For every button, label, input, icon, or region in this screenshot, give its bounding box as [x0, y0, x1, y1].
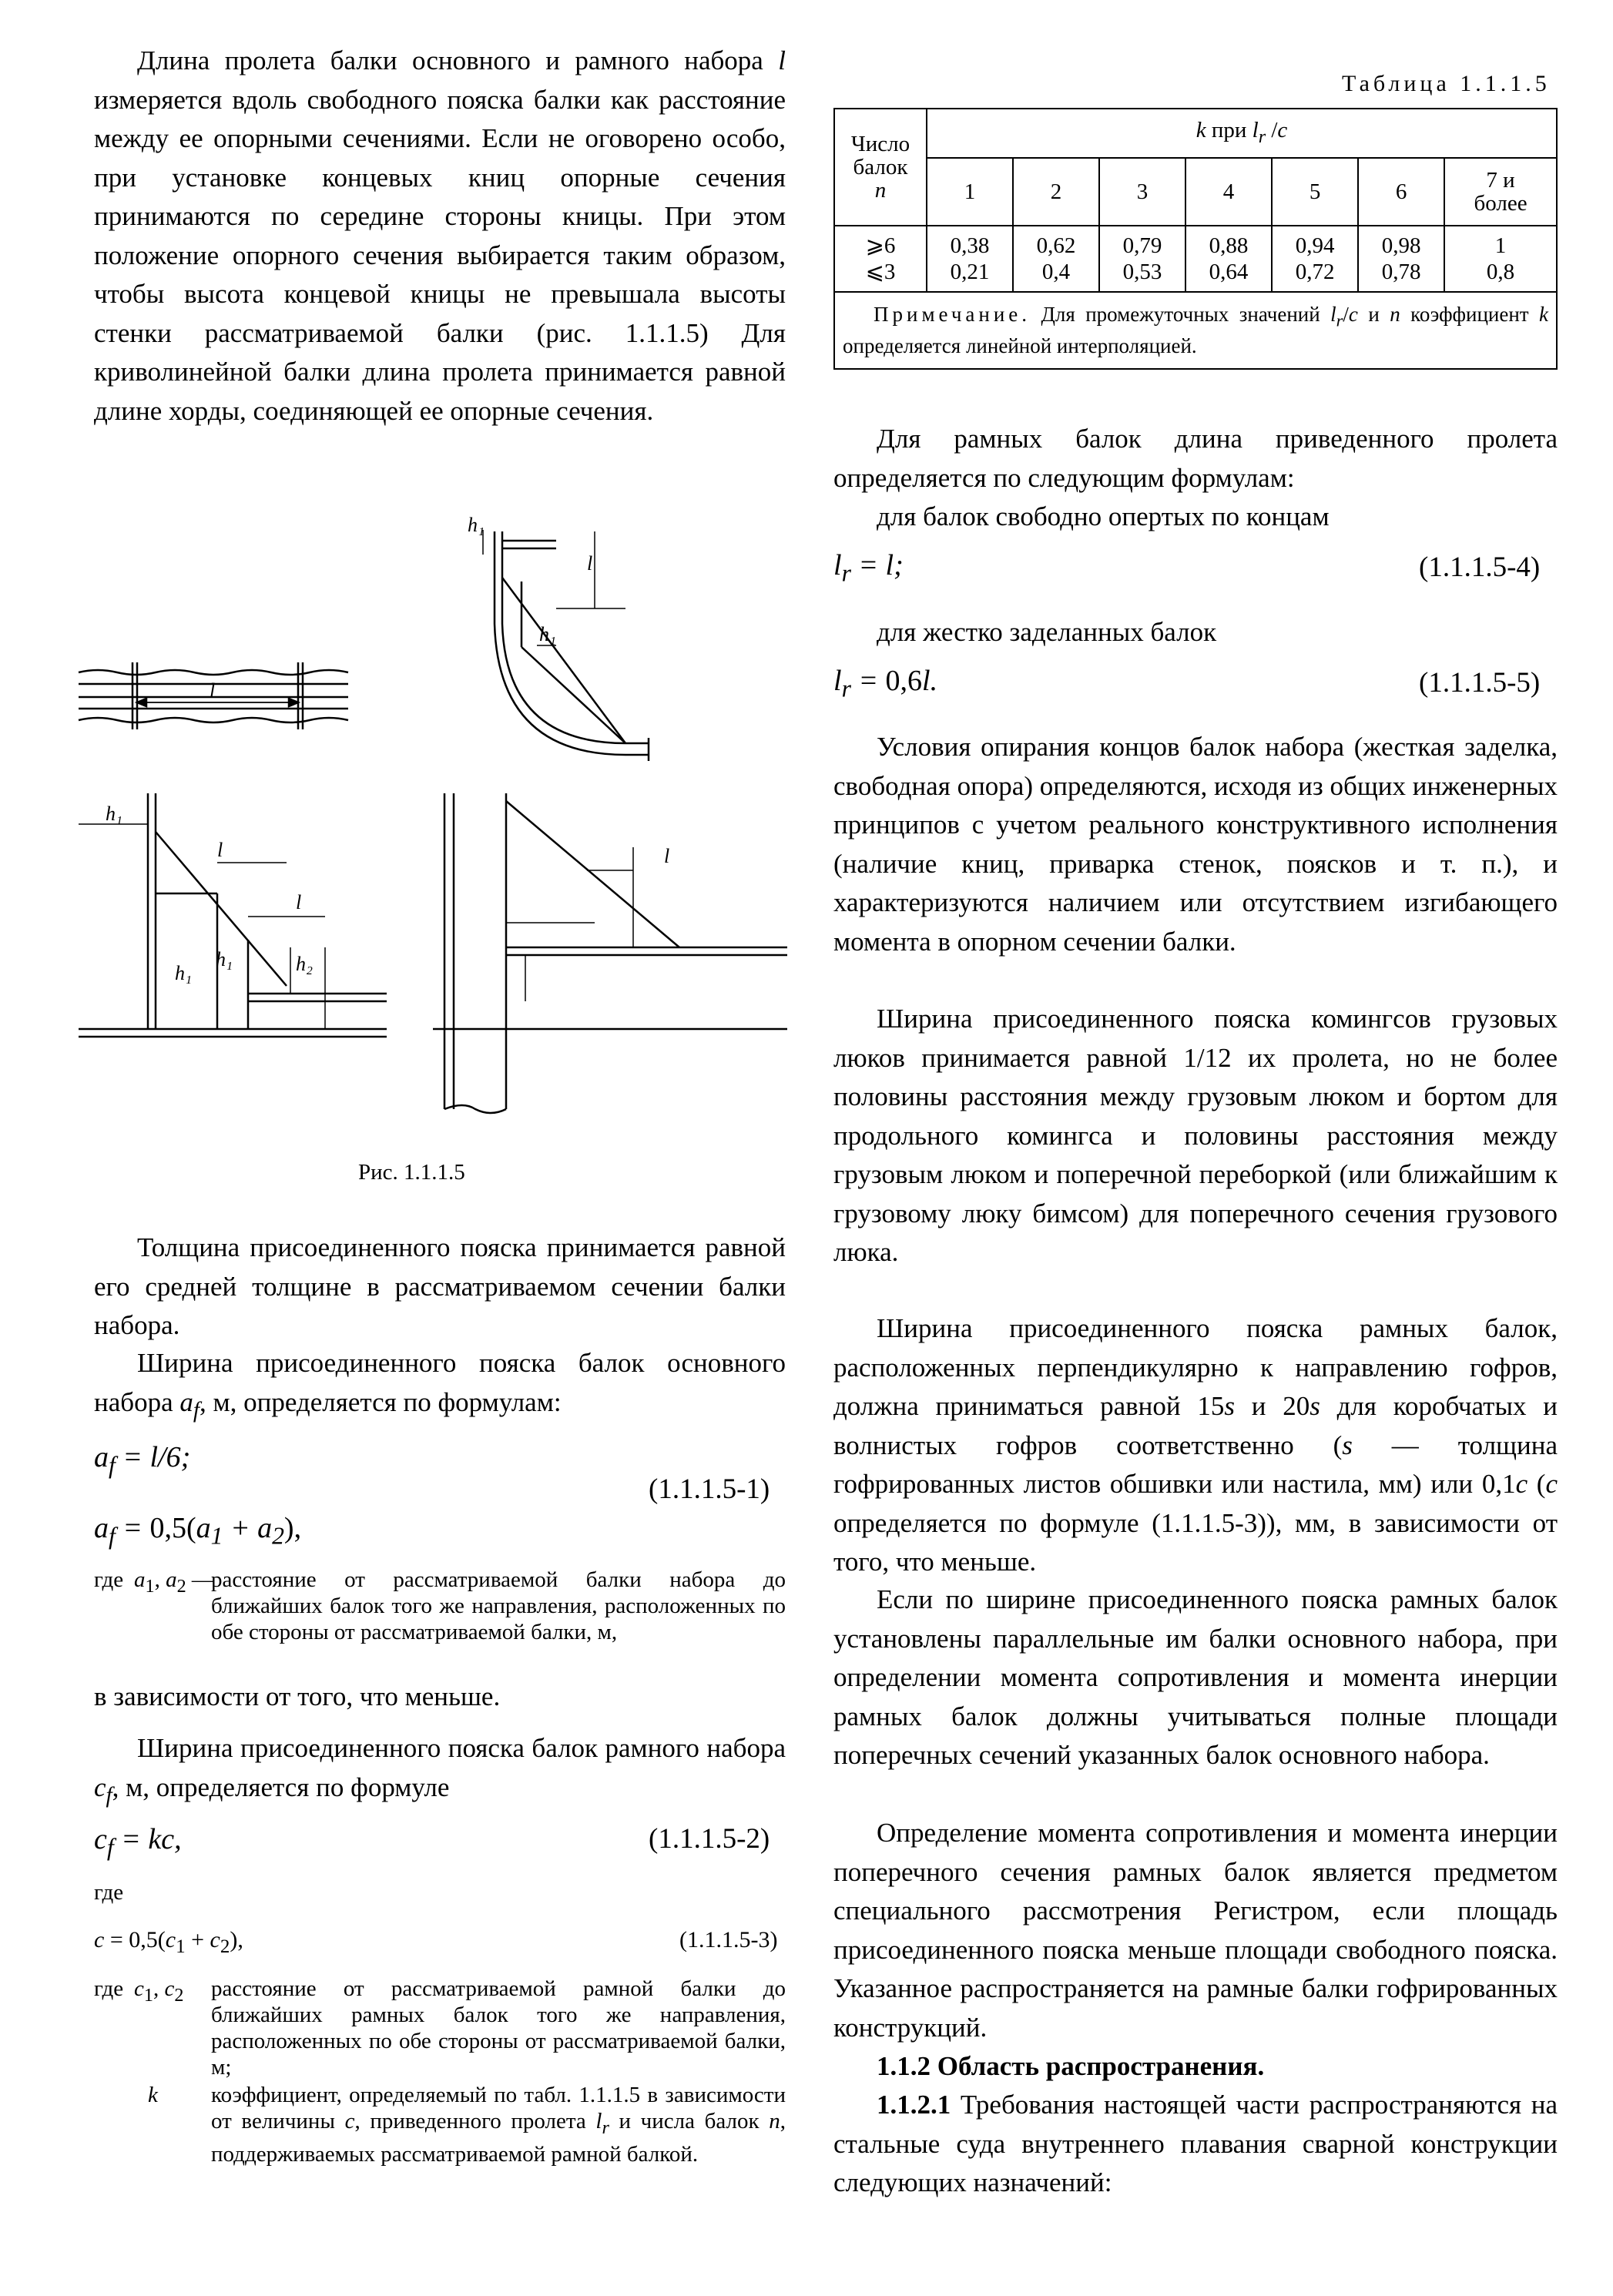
figure-caption: Рис. 1.1.1.5 [358, 1160, 465, 1185]
formula-num-5: (1.1.1.5-5) [1419, 667, 1541, 699]
formula-num-4: (1.1.1.5-4) [1419, 551, 1541, 583]
formula-lr-2: $l_r = 0,6l$. [833, 665, 938, 702]
para-rigid: для жестко заделанных балок [877, 617, 1217, 647]
table-head-group: k при $l_r$ /c [927, 109, 1557, 158]
section-heading: 1.1.2 Область распространения. [877, 2051, 1265, 2081]
where-text-a: расстояние от рассматриваемой балки набора до ближайших балок того же направления, расположенных по обе стороны от рассматриваемой балки, м, [211, 1567, 786, 1644]
para-width-frame: Ширина присоединенного пояска балок рамного набора $c_f$, м, определяется по формуле [94, 1733, 786, 1808]
table-head-cell: 4 [1185, 158, 1272, 226]
formula-af-1: $a_f = l/6$; [94, 1441, 191, 1479]
table-head-cell: 7 и более [1444, 158, 1557, 226]
where-sym-c: $c_1$, $c_2$ [134, 1976, 184, 2006]
fig-label-h1-1: h₁ [468, 514, 485, 536]
table-head-cell: 1 [927, 158, 1013, 226]
formula-lr-1: $l_r = l$; [833, 549, 904, 587]
where-sym-k: k [148, 2083, 158, 2107]
para-coaming: Ширина присоединенного пояска комингсов грузовых люков принимается равной 1/12 их пролета, но не более половины расстояния между грузовым люком и бортом для продольного комингса и половины расстояния между грузовым люком и поперечной переборкой (или ближайшим к грузовому люку бимсом) для поперечного сечения грузового люка. [833, 1004, 1558, 1267]
where-text-k: коэффициент, определяемый по табл. 1.1.1.5 в зависимости от величины c, приведенного пролета $l_r$ и числа балок n, поддерживаемых рассматриваемой рамной балкой. [211, 2083, 786, 2167]
para-free: для балок свободно опертых по концам [877, 501, 1330, 531]
para-smaller: в зависимости от того, что меньше. [94, 1681, 501, 1711]
para-parallel: Если по ширине присоединенного пояска рамных балок установлены параллельные им балки основного набора, при определении момента сопротивления и момента инерции рамных балок должны учитываться полные площади поперечных сечений указанных балок основного набора. [833, 1584, 1558, 1770]
fig-label-h1-3: h₁ [106, 803, 123, 825]
where-label-c: где [94, 1976, 124, 2001]
para-scope: 1.1.2.1 Требования настоящей части распространяются на стальные суда внутреннего плавания сварной конструкции следующих назначений: [833, 2090, 1558, 2197]
where-label-a: где [94, 1567, 124, 1592]
figure-1-1-1-5 [94, 508, 787, 1125]
fig-label-l-2: l [587, 552, 593, 575]
formula-cf: $c_f$ = kc, [94, 1823, 182, 1861]
para-thickness: Толщина присоединенного пояска принимается равной его средней толщине в рассматриваемом сечении балки набора. [94, 1232, 786, 1340]
where-text-c: расстояние от рассматриваемой рамной балки до ближайших рамных балок того же направления, расположенных по обе стороны от рассматриваемой балки, м; [211, 1976, 786, 2080]
para-support: Условия опирания концов балок набора (жесткая заделка, свободная опора) определяются, исходя из общих инженерных принципов с учетом реального конструктивного исполнения (наличие книц, приварка стенок, поясков и т. п.), и характеризуются наличием или отсутствием изгибающего момента в опорном сечении балки. [833, 732, 1558, 957]
sketch-corner-bracket [79, 793, 387, 1037]
para-register: Определение момента сопротивления и момента инерции поперечного сечения рамных балок является предметом специального рассмотрения Регистром, если площадь присоединенного пояска меньше площади свободного пояска. Указанное распространяется на рамные балки гофрированных конструкций. [833, 1818, 1558, 2043]
fig-label-h1-5: h₁ [216, 948, 233, 970]
table-head-cell: 2 [1013, 158, 1099, 226]
para-corrugated: Ширина присоединенного пояска рамных балок, расположенных перпендикулярно к направлению гофров, должна приниматься равной 15s и 20s для коробчатых и волнистых гофров соответственно (s — толщина гофрированных листов обшивки или настила, мм) или 0,1c (c определяется по формуле (1.1.1.5-3)), мм, в зависимости от того, что меньше. [833, 1313, 1558, 1577]
table-cell: 0,94 0,72 [1272, 226, 1358, 292]
formula-af-2: $a_f = 0,5(a_1 + a_2)$, [94, 1512, 302, 1550]
table-cell: 1 0,8 [1444, 226, 1557, 292]
fig-label-l-3: l [217, 839, 223, 861]
formula-num-1: (1.1.1.5-1) [649, 1473, 770, 1505]
where-sym-a: $a_1$, $a_2$ — [134, 1567, 214, 1597]
fig-label-h2: h₂ [296, 953, 314, 975]
table-1-1-1-5 [833, 108, 1558, 370]
formula-num-2: (1.1.1.5-2) [649, 1823, 770, 1855]
where-2: где [94, 1880, 124, 1905]
table-cell: 0,38 0,21 [927, 226, 1013, 292]
table-note: Примечание. Для промежуточных значений $l_r/c$ и n коэффициент k определяется линейной интерполяцией. [834, 292, 1557, 369]
sketch-curved-beam [483, 530, 649, 761]
formula-c: $c = 0,5(c_1 + c_2)$, [94, 1927, 243, 1957]
fig-label-l-5: l [664, 845, 670, 867]
formula-num-3: (1.1.1.5-3) [679, 1927, 778, 1952]
para-frame-span: Для рамных балок длина приведенного пролета определяется по следующим формулам: [833, 424, 1558, 493]
fig-label-l-4: l [296, 891, 302, 913]
table-head-cell: 5 [1272, 158, 1358, 226]
table-n-cell: ⩾6 ⩽3 [834, 226, 927, 292]
table-head-cell: 3 [1099, 158, 1185, 226]
para-span-length: Длина пролета балки основного и рамного набора l измеряется вдоль свободного пояска балки как расстояние между ее опорными сечениями. Если не оговорено особо, при установке концевых книц опорные сечения принимаются по середине стороны кницы. При этом положение опорного сечения выбирается таким образом, чтобы высота концевой кницы не превышала высоты стенки рассматриваемой балки (рис. 1.1.1.5) Для криволинейной балки длина пролета принимается равной длине хорды, соединяющей ее опорные сечения. [94, 45, 786, 426]
table-cell: 0,62 0,4 [1013, 226, 1099, 292]
fig-label-h1-4: h₁ [175, 962, 193, 984]
table-cell: 0,79 0,53 [1099, 226, 1185, 292]
table-cell: 0,98 0,78 [1358, 226, 1444, 292]
table-cell: 0,88 0,64 [1185, 226, 1272, 292]
fig-label-h1-2: h₁ [539, 623, 557, 645]
sketch-bulkhead-bracket [433, 793, 787, 1113]
table-title: Таблица 1.1.1.5 [1342, 71, 1551, 96]
para-width-main: Ширина присоединенного пояска балок основного набора $a_f$, м, определяется по формулам: [94, 1348, 786, 1423]
table-head-cell: 6 [1358, 158, 1444, 226]
fig-label-l-1: l [210, 679, 216, 702]
table-head-col0: Число балок n [834, 109, 927, 226]
